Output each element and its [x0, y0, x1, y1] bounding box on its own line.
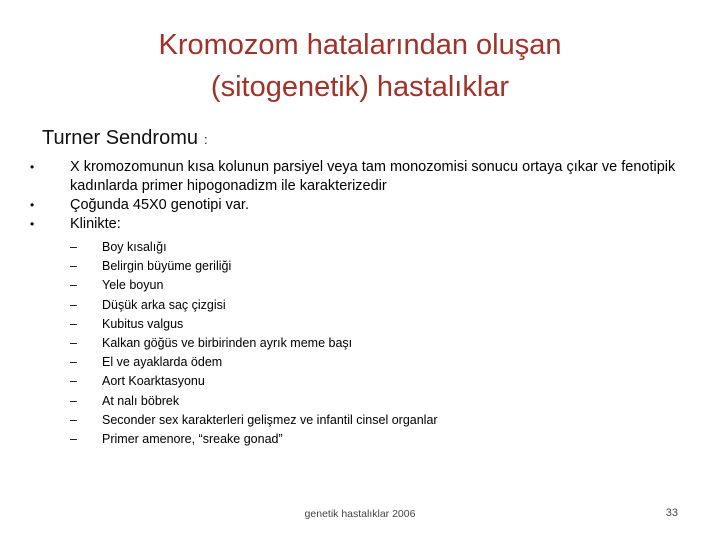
finding-text: Aort Koarktasyonu	[102, 374, 205, 389]
dash-icon: –	[70, 297, 77, 312]
finding-item	[70, 315, 690, 334]
clinical-findings-list	[70, 238, 690, 449]
finding-item	[70, 238, 690, 257]
finding-text: Boy kısalığı	[102, 240, 167, 254]
bullet-icon: •	[30, 160, 35, 174]
bullet-text: Çoğunda 45X0 genotipi var.	[70, 197, 249, 213]
dash-icon: –	[70, 432, 77, 447]
section-heading	[42, 127, 208, 150]
section-heading-text: Turner Sendromu	[42, 127, 198, 149]
section-heading-colon: :	[204, 132, 208, 147]
dash-icon: –	[70, 355, 77, 370]
finding-item	[70, 411, 690, 430]
bullet-item	[30, 196, 690, 215]
finding-item	[70, 296, 690, 315]
finding-text: At nalı böbrek	[102, 393, 180, 408]
dash-icon: –	[70, 259, 77, 274]
finding-text: Yele boyun	[102, 278, 164, 293]
bullet-icon: •	[30, 198, 35, 212]
dash-icon: –	[70, 278, 77, 293]
dash-icon: –	[70, 316, 77, 331]
finding-text: Kalkan göğüs ve birbirinden ayrık meme başı	[102, 336, 353, 351]
finding-text: Belirgin büyüme geriliği	[102, 259, 232, 274]
footer-text: genetik hastalıklar 2006	[304, 508, 416, 520]
finding-item	[70, 257, 690, 276]
page-number: 33	[665, 507, 678, 519]
dash-icon: –	[70, 374, 77, 389]
dash-icon: –	[70, 240, 77, 254]
dash-icon: –	[70, 393, 77, 408]
bullet-text: X kromozomunun kısa kolunun parsiyel veya tam monozomisi sonucu ortaya çıkar ve fenotipik kadınlarda primer hipogonadizm ile karakterizedir	[70, 159, 676, 194]
dash-icon: –	[70, 412, 77, 427]
bullet-item	[30, 215, 690, 449]
dash-icon: –	[70, 336, 77, 351]
bullet-item	[30, 158, 690, 196]
title-line-1: Kromozom hatalarından oluşan	[158, 29, 562, 61]
bullet-list	[30, 158, 690, 449]
finding-item	[70, 353, 690, 372]
title-line-2: (sitogenetik) hastalıklar	[210, 71, 510, 103]
finding-text: Primer amenore, “sreake gonad”	[102, 432, 283, 447]
finding-text: Düşük arka saç çizgisi	[102, 297, 226, 312]
finding-text: Seconder sex karakterleri gelişmez ve infantil cinsel organlar	[102, 412, 438, 427]
finding-item	[70, 392, 690, 411]
finding-item	[70, 430, 690, 449]
finding-text: Kubitus valgus	[102, 316, 184, 331]
finding-item	[70, 372, 690, 391]
finding-text: El ve ayaklarda ödem	[102, 355, 223, 370]
bullet-icon: •	[30, 217, 35, 231]
bullet-text: Klinikte:	[70, 216, 121, 232]
finding-item	[70, 334, 690, 353]
finding-item	[70, 276, 690, 295]
slide-title	[60, 24, 660, 108]
